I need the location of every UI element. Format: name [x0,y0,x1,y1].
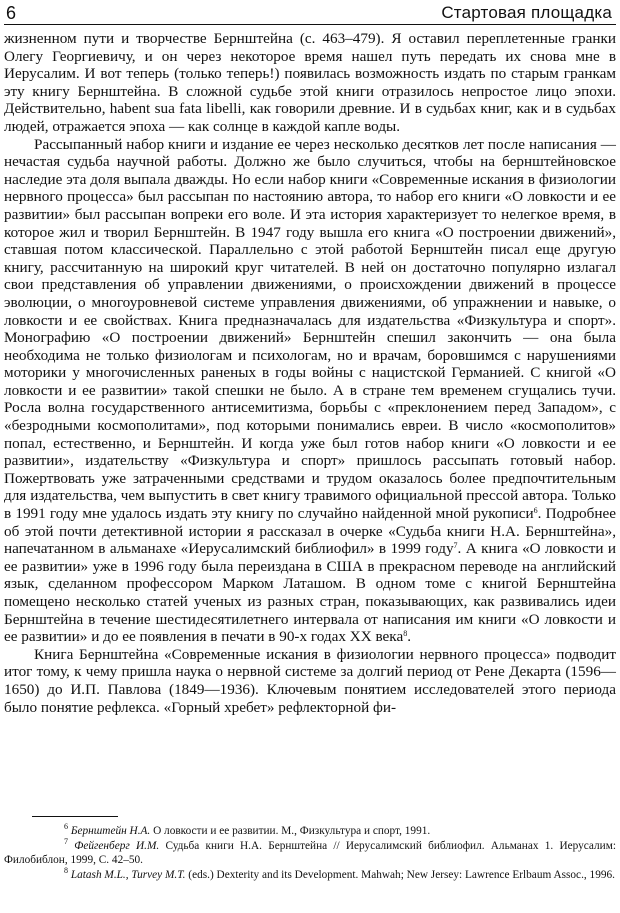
footnote [4,836,616,868]
footnote-text: (eds.) Dexterity and its Development. Mahwah; New Jersey: Lawrence Erlbaum Assoc., 1996. [185,868,615,881]
paragraph-text: . Подробнее об этой почти детективной истории я рассказал в очерке «Судьба книги Н.А. Бернштейна», напечатанном в альманахе «Иерусалимский библиофил» в 1999 году [4,505,616,558]
footnote-author: Бернштейн Н.А. [70,825,151,837]
running-title: Стартовая площадка [441,3,612,22]
footnotes [4,824,616,882]
footnote-mark: 6 [64,822,68,831]
paragraph [4,646,616,716]
header-rule [4,24,616,25]
footnote-ref: 7 [453,541,458,551]
paragraph-text: Книга Бернштейна «Современные искания в физиологии нервного процесса» подводит итог тому, к чему пришла наука о нервной системе за долгий период от Рене Декарта (1596—1650) до И.П. Павлова (1849—1936). Ключевым понятием исследователей этого периода было понятие рефлекса. «Горный хребет» рефлекторной фи- [4,645,616,716]
body-text [4,30,616,716]
footnote-mark: 7 [64,836,68,846]
footnote-separator [32,816,118,817]
page-header [4,0,616,26]
paragraph [4,136,616,646]
paragraph-text: Рассыпанный набор книги и издание ее через несколько десятков лет после написания — нечастая судьба научной работы. Должно же было случиться, чтобы на бернштейновское наследие эта доля выпала дважды. Но если набор книги «Современные искания в физиологии нервного процесса» был рассыпан по настоянию автора, то набор его книги «О ловкости и ее развитии» был рассыпан вопреки его воле. И эта история характеризует то нелегкое время, в которое жил и творил Бернштейн. В 1947 году вышла его книга «О построении движений», ставшая потом классической. Параллельно с этой работой Бернштейн писал еще другую книгу, рассчитанную на широкий круг читателей. В ней он достаточно популярно излагал свои представления об управлении движениями, о происхождении движений в процессе эволюции, о многоуровневой системе управления движениями, об упражнении и навыке, о ловкости и ее свойствах. Книга предназначалась для издательства «Физкультура и спорт». Монографию «О построении движений» Бернштейн спешил закончить — она была необходима не только физиологам и психологам, но и врачам, боровшимся с нарушениями моторики у многочисленных раненых в годы войны с нацистской Германией. С книгой «О ловкости и ее развитии» такой спешки не было. А в стране тем временем сгущались тучи. Росла волна государственного антисемитизма, борьбы с «преклонением перед Западом», с «безродными космополитами», под которыми понимались евреи. В число «космополитов» попал, естественно, и Бернштейн. И когда уже был готов набор книги «О ловкости и ее развитии», издательству «Физкультура и спорт» пришлось рассыпать готовый набор. Пожертвовать уже затраченными средствами и трудом оказалось более предпочтительным для издательства, чем выпустить в свет книгу травимого официальной прессой автора. Только в 1991 году мне удалось издать эту книгу по случайно найденной мной рукописи [4,135,616,523]
footnote-author: Latash M.L., Turvey M.T. [70,868,186,881]
page-number: 6 [6,3,17,23]
footnote-ref: 8 [403,629,408,639]
footnote [4,824,616,839]
footnote-ref: 6 [533,506,538,516]
footnote-author: Фейгенберг И.М. [74,839,160,852]
footnote-text: О ловкости и ее развитии. М., Физкультура и спорт, 1991. [150,825,431,837]
paragraph-text: жизненном пути и творчестве Бернштейна (с. 463–479). Я оставил переплетенные гранки Олегу Георгиевичу, и он через некоторое время нашел путь передать их снова мне в Иерусалим. И вот теперь (только теперь!) появилась возможность издать по старым гранкам эту книгу Бернштейна. В сложной судьбе этой книги отразилось непростое лицо эпохи. Действительно, habent sua fata libelli, как говорили древние. И в судьбах книг, как и в судьбах людей, отражается эпоха — как солнце в каждой капле воды. [4,30,616,135]
footnote-mark: 8 [64,865,68,875]
paragraph-text: . А книга «О ловкости и ее развитии» уже в 1996 году была переиздана в США в прекрасном переводе на английский язык, сделанном профессором Марком Латашом. В одном томе с книгой Бернштейна помещено несколько статей ученых из разных стран, показывающих, как развивались идеи Бернштейна в течение шестидесятилетнего интервала от написания им книги «О ловкости и ее развитии» и до ее появления в печати в 90-х годах XX века [4,540,616,646]
paragraph-text: . [407,628,411,646]
footnote-text: Судьба книги Н.А. Бернштейна // Иерусалимский библиофил. Альманах 1. Иерусалим: Филобиблон, 1999, С. 42–50. [4,839,616,867]
footnote [4,865,616,883]
paragraph [4,30,616,136]
